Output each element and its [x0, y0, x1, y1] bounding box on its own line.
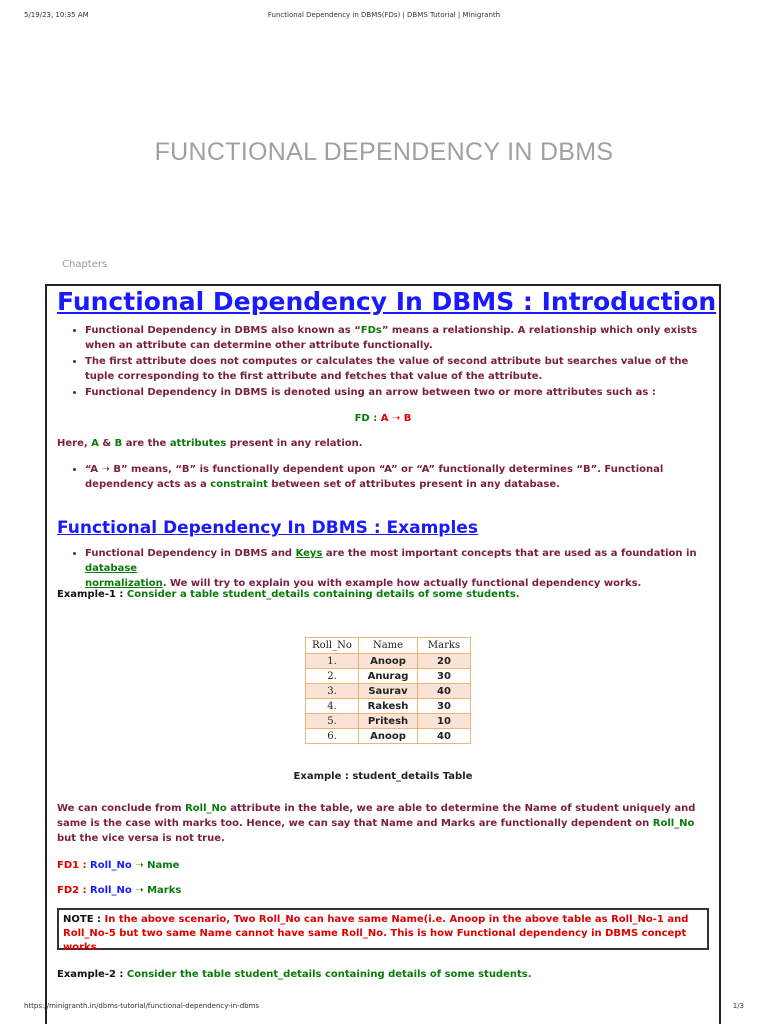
column-header: Roll_No [306, 638, 359, 654]
list-item: • The first attribute does not computes or calculates the value of second attribute but searches value of the tuple corresponding to the first attribute and fetches that value of the attribute. [85, 354, 709, 384]
fd-notation: FD : A ➝ B [354, 413, 412, 424]
table-row: 4. Rakesh 30 [306, 699, 471, 714]
print-url[interactable]: https://minigranth.in/dbms-tutorial/functional-dependency-in-dbms [24, 1002, 260, 1010]
table-caption: Example : student_details Table [293, 771, 473, 782]
note-box: NOTE : In the above scenario, Two Roll_No can have same Name(i.e. Anoop in the above table as Roll_No-1 and Roll_No-5 but two same Name cannot have same Roll_No. This is how Functional dependency in DBMS concept works. [57, 908, 709, 950]
print-page-number: 1/3 [732, 1002, 744, 1010]
intro-heading[interactable]: Functional Dependency In DBMS : Introduction [57, 287, 717, 316]
column-header: Name [359, 638, 418, 654]
keys-link[interactable]: Keys [295, 548, 323, 559]
here-text: Here, A & B are the attributes present in any relation. [57, 438, 363, 449]
table-row: 3. Saurav 40 [306, 684, 471, 699]
print-datetime: 5/19/23, 10:35 AM [24, 11, 89, 19]
normalization-link[interactable]: normalization [85, 578, 163, 589]
list-item: • Functional Dependency in DBMS also known as “FDs” means a relationship. A relationship which only exists when an attribute can determine other attribute functionally. [85, 323, 709, 353]
article-content [45, 284, 721, 1024]
example-2-intro: Example-2 : Consider the table student_details containing details of some students. [57, 969, 532, 980]
table-row: 1. Anoop 20 [306, 654, 471, 669]
intro-bullet-list [57, 323, 709, 400]
dependency-bullet-list [57, 462, 709, 492]
database-normalization-link[interactable]: database [85, 563, 138, 574]
column-header: Marks [418, 638, 471, 654]
examples-bullet-list [57, 546, 709, 591]
list-item: • Functional Dependency in DBMS and Keys are the most important concepts that are used as a foundation in database normalization. We will try to explain you with example how actually functional dependency works. [85, 546, 709, 591]
fd2-line-text: FD2 : Roll_No ➝ Marks [57, 885, 182, 896]
examples-heading[interactable]: Functional Dependency In DBMS : Examples [57, 518, 478, 538]
example-1-intro: Example-1 : Consider a table student_details containing details of some students. [57, 589, 520, 600]
table-row: 2. Anurag 30 [306, 669, 471, 684]
table-row: 5. Pritesh 10 [306, 714, 471, 729]
constraint-term: constraint [210, 479, 268, 490]
site-title: FUNCTIONAL DEPENDENCY IN DBMS [154, 138, 614, 166]
fds-term: FDs [360, 325, 382, 336]
list-item: • “A ➝ B” means, “B” is functionally dependent upon “A” or “A” functionally determines “B”. Functional dependency acts as a constraint between set of attributes present in any database. [85, 462, 709, 492]
conclusion-text: We can conclude from Roll_No attribute in the table, we are able to determine the Name of student uniquely and same is the case with marks too. Hence, we can say that Name and Marks are functionally dependent on Roll_No but the vice versa is not true. [57, 803, 696, 844]
print-header [0, 11, 768, 23]
print-footer [0, 1002, 768, 1014]
chapters-link[interactable]: Chapters [62, 259, 108, 270]
table-row: 6. Anoop 40 [306, 729, 471, 744]
fd1-line: FD1 : Roll_No ➝ Name [57, 860, 180, 871]
table-header-row [306, 638, 471, 654]
print-page-title: Functional Dependency in DBMS(FDs) | DBMS Tutorial | Minigranth [267, 11, 501, 19]
list-item: • Functional Dependency in DBMS is denoted using an arrow between two or more attributes such as : [85, 385, 709, 400]
student-details-table [305, 637, 471, 744]
